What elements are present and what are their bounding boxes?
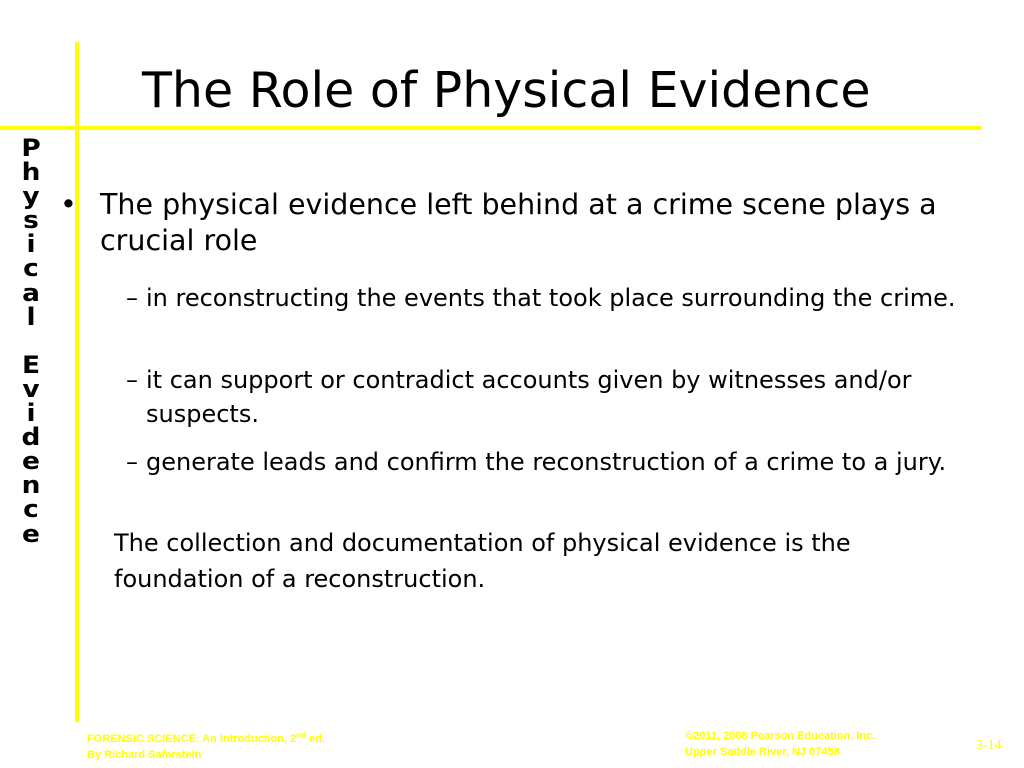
sidebar-letter: n xyxy=(21,471,41,500)
bullet-text: The physical evidence left behind at a crime scene plays a crucial role xyxy=(100,188,937,257)
dash-glyph: – xyxy=(126,448,138,476)
dash-glyph: – xyxy=(126,366,138,394)
summary-paragraph: The collection and documentation of physical evidence is the foundation of a reconstruction. xyxy=(114,529,851,593)
slide-title: The Role of Physical Evidence xyxy=(142,62,871,119)
sidebar-letter: a xyxy=(22,278,40,307)
sidebar-letter: h xyxy=(21,158,41,187)
sub-bullet-text: in reconstructing the events that took place surrounding the crime. xyxy=(146,284,956,312)
sidebar-letter: c xyxy=(23,495,39,524)
page-number: 3-14 xyxy=(976,738,1002,753)
bullet-glyph: • xyxy=(60,188,77,221)
sidebar-letter: e xyxy=(22,447,40,476)
footer-author: By Richard Saferstein xyxy=(87,749,202,761)
sidebar-letter: y xyxy=(22,182,40,211)
sidebar-letter: l xyxy=(26,302,36,331)
sidebar-letter: E xyxy=(21,350,41,379)
sidebar-letter: c xyxy=(23,254,39,283)
sub-bullet-text: it can support or contradict accounts given by witnesses and/or suspects. xyxy=(146,366,912,428)
footer-publisher: Upper Saddle River, NJ 07458 xyxy=(685,746,840,758)
sub-bullet-text: generate leads and confirm the reconstruction of a crime to a jury. xyxy=(146,448,947,476)
sidebar-letter: P xyxy=(21,134,41,162)
dash-glyph: – xyxy=(126,284,138,312)
sidebar-letter: d xyxy=(21,423,41,452)
sidebar-letter: i xyxy=(26,399,36,428)
footer-book-title: FORENSIC SCIENCE: An Introduction, 2nd ed. xyxy=(87,731,325,745)
footer-right xyxy=(685,728,875,760)
sidebar-letter: s xyxy=(23,206,39,235)
sidebar-letter: e xyxy=(22,519,40,548)
footer-copyright: ©2011, 2008 Pearson Education, Inc. xyxy=(685,730,876,742)
footer-left xyxy=(87,731,325,763)
sidebar-letter: v xyxy=(22,374,40,403)
sidebar-letter: i xyxy=(26,230,36,259)
